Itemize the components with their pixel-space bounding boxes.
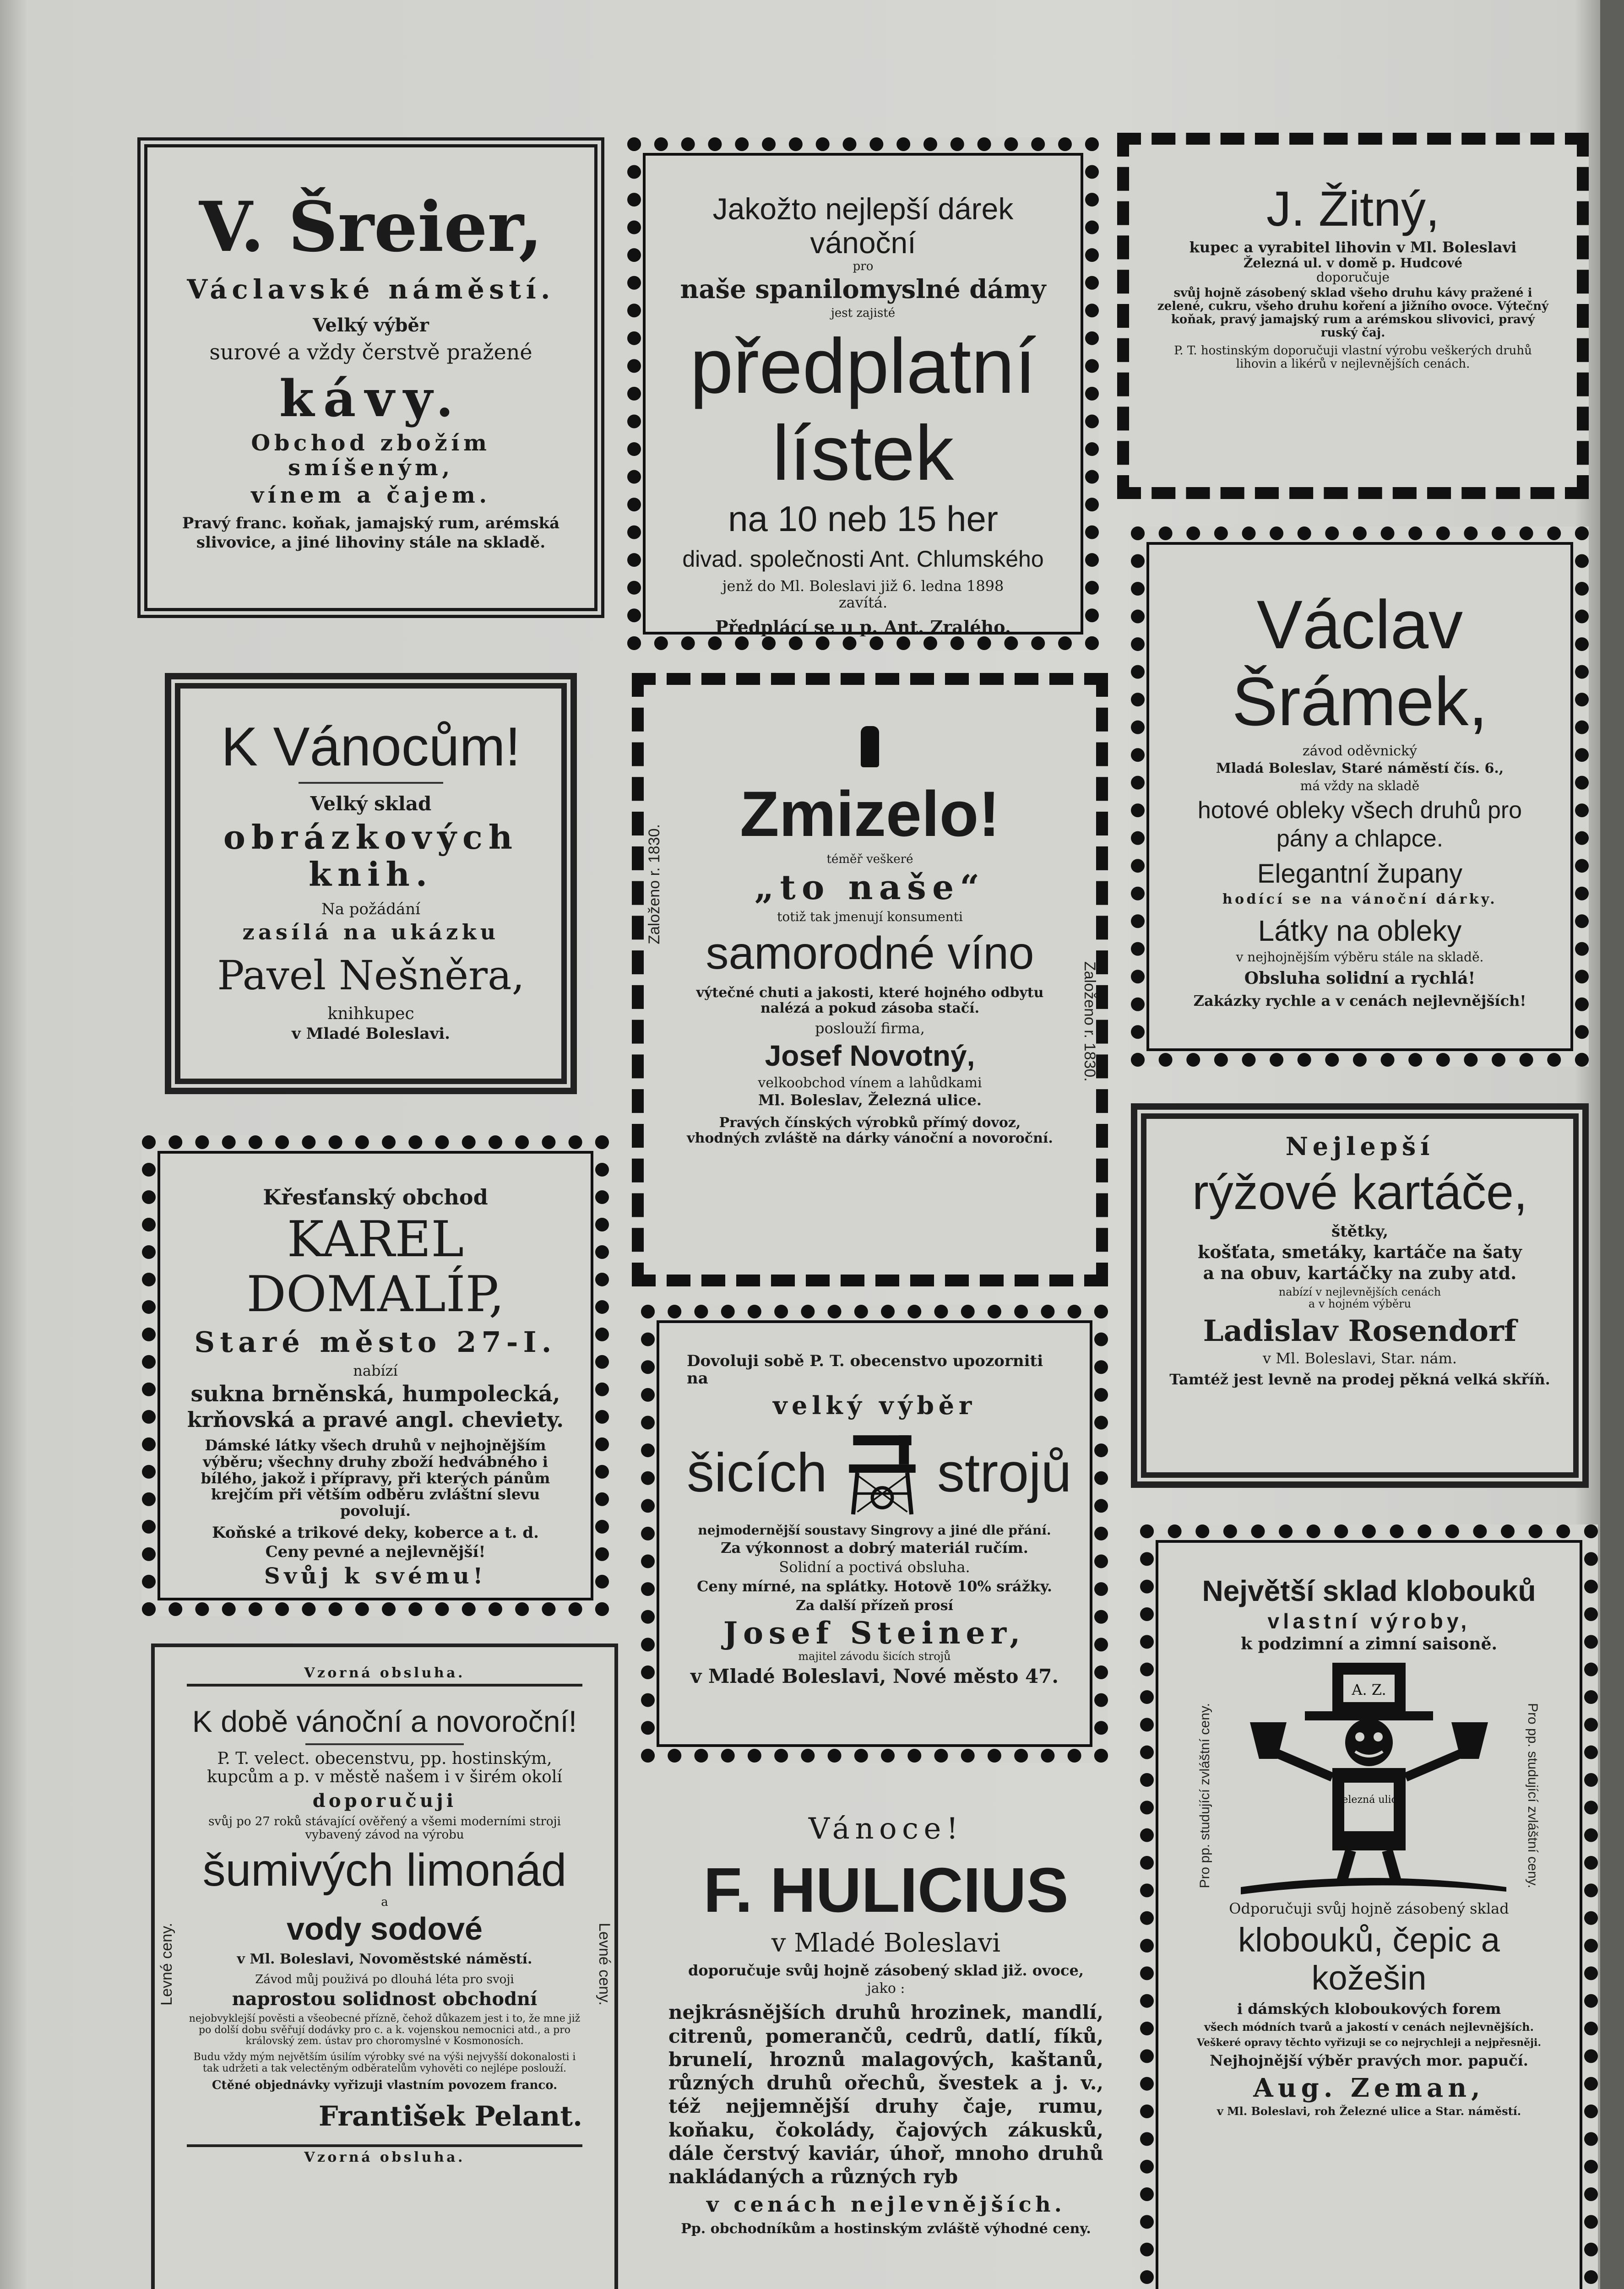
ad-nesnera-l3: obrázkových knih.	[223, 818, 519, 894]
ad-domalip-l2: KAREL DOMALÍP,	[246, 1210, 505, 1323]
ad-novotny-l6: výtečné chuti a jakosti, které hojného odbytu nalézá a pokud zásoba stačí.	[696, 985, 1044, 1016]
ad-pelant-l6: a	[381, 1895, 388, 1909]
ad-sreier-l1: Velký výběr	[313, 314, 429, 336]
ad-nesnera-l1: K Vánocům!	[221, 716, 521, 777]
sewing-machine-icon	[839, 1427, 926, 1519]
ad-chlumsky-l5: předplatní lístek	[690, 322, 1037, 497]
ad-steiner-headline	[687, 1427, 1072, 1519]
ad-pelant-l9: Závod můj použivá po dlouhá léta pro svoji	[255, 1973, 514, 1987]
ad-novotny-l5: samorodné víno	[706, 928, 1034, 979]
ad-zeman-l6: i dámských kloboukových forem	[1237, 2000, 1501, 2018]
ad-zeman-l2: vlastní výroby,	[1267, 1609, 1471, 1633]
ad-pelant-l8: v Ml. Boleslavi, Novoměstské náměstí.	[237, 1951, 532, 1967]
ad-chlumsky-l2: pro	[853, 259, 874, 273]
ad-zitny-l2: kupec a vyrabitel lihovin v Ml. Boleslavi	[1189, 238, 1517, 256]
ad-novotny-l10: Ml. Boleslav, Železná ulice.	[758, 1091, 982, 1109]
right-margin-strip	[1600, 0, 1624, 2289]
ad-zitny-l5: svůj hojně zásobený sklad všeho druhu kávy pražené i zelené, cukru, všeho druhu koření a jižního ovoce. Výtečný koňak, pravý jamajský rum a arémskou slivovici, pravý ruský čaj.	[1157, 286, 1549, 340]
ad-pelant-l13: Ctěné objednávky vyřizuji vlastním povozem franco.	[212, 2078, 558, 2093]
ad-zitny-l6: P. T. hostinským doporučuji vlastní výrobu veškerých druhů lihovin a likérů v nejlevnějších cenách.	[1174, 343, 1532, 371]
ad-hulicius-l7: v cenách nejlevnějších.	[706, 2192, 1066, 2217]
ad-domalip	[142, 1135, 609, 1616]
ad-novotny-l1: Zmizelo!	[740, 778, 1000, 850]
ad-chlumsky-l8: jenž do Ml. Boleslavi již 6. ledna 1898	[722, 577, 1004, 595]
ad-rosendorf-l1: Nejlepší	[1285, 1132, 1434, 1161]
hat-mascot-illustration	[1204, 1658, 1534, 1896]
ad-chlumsky-l3: naše spanilomyslné dámy	[680, 274, 1046, 304]
ad-hulicius-l3: v Mladé Boleslavi	[771, 1928, 1001, 1958]
ad-rosendorf-l2: rýžové kartáče,	[1192, 1164, 1528, 1220]
ad-rosendorf-l4: košťata, smetáky, kartáče na šaty	[1198, 1241, 1522, 1262]
ad-novotny-l9: velkoobchod vínem a lahůdkami	[758, 1074, 982, 1091]
ad-novotny-l2: téměř veškeré	[826, 852, 913, 866]
ad-sreier-l7: slivovice, a jiné lihoviny stále na skladě.	[196, 533, 546, 552]
ad-hulicius-l8: Pp. obchodníkům a hostinským zvláště výhodné ceny.	[681, 2220, 1091, 2237]
ad-pelant-l2: P. T. velect. obecenstvu, pp. hostinským, kupcům a p. v městě našem i v širém okolí	[207, 1749, 562, 1786]
ad-sreier-l4: Obchod zbožím smíšeným,	[251, 430, 491, 481]
ad-pelant-l5: šumivých limonád	[202, 1844, 567, 1896]
ad-pelant	[151, 1644, 618, 2289]
ad-chlumsky-l11: Ceny vždy na nárožních návěštích.	[757, 640, 969, 650]
ad-sreier-l6: Pravý franc. koňak, jamajský rum, arémská	[182, 514, 560, 532]
ad-pelant-l11: nejobvyklejší pověsti a všeobecné přízně, čehož důkazem jest i to, že mne již po dolší dobu svěřují dodávky pro c. a k. vojenskou nemocnici atd., a pro královský zem. ústav pro choromyslné v Kosmonosích.	[189, 2013, 581, 2047]
ad-nesnera-l6: Pavel Nešněra,	[217, 952, 525, 999]
ad-sramek	[1131, 526, 1589, 1067]
ad-sramek-l4: má vždy na skladě	[1300, 778, 1420, 794]
ad-steiner-l10: majitel závodu šicích strojů	[798, 1649, 951, 1663]
ad-nesnera-l8: v Mladé Boleslavi.	[292, 1025, 450, 1043]
ad-rosendorf-l10: Tamtéž jest levně na prodej pěkná velká skříň.	[1169, 1370, 1550, 1388]
ad-domalip-l9: Ceny pevné a nejlevnější!	[265, 1543, 486, 1562]
ad-steiner-l6: Solidní a poctivá obsluha.	[779, 1558, 970, 1576]
ad-sramek-l10: v nejhojnějším výběru stále na skladě.	[1236, 949, 1484, 965]
ad-zeman-l8: Veškeré opravy těchto vyřizuji se co nejrychleji a nejpřesněji.	[1196, 2036, 1542, 2049]
ad-novotny-l7: poslouží firma,	[815, 1020, 925, 1037]
ad-zitny-l4: doporučuje	[1316, 270, 1390, 285]
pointing-hand-icon	[861, 726, 879, 767]
ad-hulicius-l1: Vánoce!	[808, 1812, 964, 1846]
ad-steiner-l5: Za výkonnost a dobrý materiál ručím.	[721, 1539, 1028, 1557]
ad-pelant-l14: František Pelant.	[318, 2100, 582, 2133]
ad-rosendorf-l9: v Ml. Boleslavi, Star. nám.	[1262, 1350, 1457, 1367]
ad-nesnera-l4: Na požádání	[321, 900, 421, 918]
ad-steiner-l1: Dovoluji sobě P. T. obecenstvo upozorniti na	[687, 1352, 1043, 1388]
ad-sreier-l5: vínem a čajem.	[251, 482, 491, 508]
ad-zitny-l1: J. Žitný,	[1266, 181, 1440, 236]
ad-novotny-l8: Josef Novotný,	[765, 1039, 975, 1073]
ad-novotny-side-left: Založeno r. 1830.	[646, 824, 663, 944]
ad-novotny	[632, 673, 1108, 1286]
ad-domalip-l10: Svůj k svému!	[264, 1563, 487, 1589]
ad-sramek-l9: Látky na obleky	[1258, 914, 1462, 947]
ad-hulicius-l2: F. HULICIUS	[703, 1855, 1069, 1926]
ad-pelant-l4: svůj po 27 roků stávající ověřený a všemi moderními stroji vybavený závod na výrobu	[208, 1814, 561, 1842]
ad-zeman-l3: k podzimní a zimní saisoně.	[1240, 1634, 1498, 1654]
ad-sreier	[137, 137, 604, 618]
hat-badge-text: A. Z.	[1352, 1681, 1386, 1698]
ad-zitny	[1117, 133, 1589, 499]
ad-zeman	[1140, 1524, 1598, 2289]
ad-hulicius-l4: doporučuje svůj hojně zásobený sklad již. ovoce,	[688, 1961, 1084, 1979]
ad-sramek-l3: Mladá Boleslav, Staré náměstí čís. 6.,	[1216, 760, 1504, 776]
ad-rosendorf-l3: štětky,	[1331, 1222, 1389, 1241]
ad-pelant-top: Vzorná obsluha.	[187, 1665, 582, 1687]
ad-sramek-l6: pány a chlapce.	[1276, 825, 1444, 852]
sign-text: Železná ulice	[1335, 1794, 1403, 1806]
ad-nesnera-l7: knihkupec	[327, 1004, 414, 1023]
ad-pelant-l12: Budu vždy mým největším úsilím výrobky své na výši nejvyšší dokonalosti i tak udržeti a tak velectěným odběratelům vyhověti co nejlépe poslouží.	[193, 2051, 576, 2074]
ad-sramek-l12: Zakázky rychle a v cenách nejlevnějších!	[1193, 992, 1526, 1009]
ad-pelant-l3: doporučuji	[312, 1790, 457, 1812]
ad-steiner-l4: nejmodernější soustavy Singrovy a jiné dle přání.	[698, 1522, 1051, 1538]
ad-novotny-l4: totiž tak jmenují konsumenti	[777, 909, 963, 924]
ad-steiner-l8: Za další přízeň prosí	[796, 1598, 953, 1614]
ad-hulicius-l6: nejkrásnějších druhů hrozinek, mandlí, citrenů, pomerančů, cedrů, datlí, fíků, brunelí, hroznů malagových, kaštanů, různých druhů ořechů, švestek a j. v., též nejjemnější druhy čaje, rumu, koňaku, čokolády, čajových zákusků, dále čerstvý kaviár, úhoř, mnoho druhů nakládaných a různých ryb	[668, 2001, 1103, 2188]
ad-zeman-l1: Největší sklad klobouků	[1202, 1574, 1536, 1607]
ad-steiner-l9: Josef Steiner,	[723, 1615, 1026, 1651]
ad-sreier-l2: surové a vždy čerstvě pražené	[209, 339, 532, 364]
ad-steiner-l3a: šicích	[687, 1442, 827, 1503]
ad-rosendorf-l5: a na obuv, kartáčky na zuby atd.	[1203, 1263, 1517, 1284]
divider	[305, 1743, 464, 1745]
ad-sreier-l3: kávy.	[279, 369, 462, 429]
ad-pelant-bottom: Vzorná obsluha.	[187, 2144, 582, 2165]
ad-steiner-l7: Ceny mírné, na splátky. Hotově 10% srážky.	[696, 1577, 1053, 1595]
ad-nesnera	[165, 673, 577, 1094]
ad-steiner	[641, 1305, 1108, 1763]
ad-zeman-l10: Aug. Zeman,	[1253, 2073, 1485, 2104]
ad-domalip-l4: nabízí	[353, 1361, 398, 1379]
ad-rosendorf-l7: a v hojném výběru	[1308, 1297, 1412, 1311]
ad-chlumsky-l1: Jakožto nejlepší dárek vánoční	[712, 192, 1014, 260]
ad-steiner-l2: velký výběr	[772, 1391, 977, 1421]
ad-chlumsky-l6: na 10 neb 15 her	[728, 498, 998, 539]
ad-sreier-name: V. Šreier,	[199, 187, 543, 267]
ad-pelant-side-right: Levné ceny.	[596, 1923, 613, 2006]
ad-pelant-l10: naprostou solidnost obchodní	[232, 1988, 538, 2010]
ad-zeman-l11: v Ml. Boleslavi, roh Železné ulice a Star. náměstí.	[1217, 2104, 1521, 2118]
ad-pelant-side-left: Levné ceny.	[158, 1923, 175, 2006]
ad-zeman-l7: všech módních tvarů a jakostí v cenách nejlevnějších.	[1204, 2020, 1534, 2034]
ad-zeman-l5: klobouků, čepic a kožešin	[1238, 1921, 1500, 1997]
ad-zeman-side-right: Pro pp. studující zvláštní ceny.	[1525, 1703, 1540, 1888]
ad-chlumsky-l4: jest zajisté	[831, 306, 896, 320]
ad-nesnera-l5: zasílá na ukázku	[242, 919, 500, 944]
ad-zitny-l3: Železná ul. v domě p. Hudcové	[1243, 255, 1463, 271]
ad-hulicius-l5: jako :	[867, 1980, 905, 1996]
ad-chlumsky-l7: divad. společnosti Ant. Chlumského	[682, 546, 1044, 572]
ad-zeman-side-left: Pro pp. studující zvláštní ceny.	[1197, 1703, 1212, 1888]
ad-chlumsky	[627, 137, 1099, 650]
ad-sramek-l7: Elegantní župany	[1257, 859, 1463, 889]
ad-sramek-l1: Václav Šrámek,	[1232, 586, 1488, 740]
ad-pelant-l1: K době vánoční a novoroční!	[192, 1704, 577, 1738]
ad-sramek-l8: hodící se na vánoční dárky.	[1222, 891, 1498, 907]
ad-steiner-l3b: strojů	[937, 1442, 1072, 1503]
ad-chlumsky-l9: zavítá.	[838, 593, 888, 611]
ad-sramek-l11: Obsluha solidní a rychlá!	[1244, 968, 1476, 988]
divider	[299, 782, 444, 784]
ad-domalip-l5: sukna brněnská, humpolecká,	[190, 1381, 560, 1407]
ad-domalip-l8: Koňské a trikové deky, koberce a t. d.	[212, 1524, 539, 1542]
ad-novotny-l11: Pravých čínských výrobků přímý dovoz, vhodných zvláště na dárky vánoční a novoroční.	[687, 1115, 1053, 1146]
ad-zeman-l9: Nejhojnější výběr pravých mor. papučí.	[1210, 2052, 1528, 2070]
ad-pelant-l7: vody sodové	[287, 1911, 483, 1947]
ad-sreier-address: Václavské náměstí.	[187, 274, 555, 305]
ad-novotny-side-right: Založeno r. 1830.	[1081, 961, 1098, 1082]
ad-nesnera-l2: Velký sklad	[310, 792, 432, 815]
ad-domalip-l1: Křesťanský obchod	[263, 1185, 488, 1210]
ad-chlumsky-l10: Předplácí se u p. Ant. Zralého.	[715, 616, 1011, 637]
ad-sramek-l2: závod oděvnický	[1302, 743, 1418, 759]
ad-rosendorf-l6: nabízí v nejlevnějších cenách	[1278, 1285, 1441, 1298]
ad-steiner-l11: v Mladé Boleslavi, Nové město 47.	[690, 1665, 1059, 1687]
ad-domalip-l6: krňovská a pravé angl. cheviety.	[187, 1407, 564, 1432]
ad-zeman-l4: Odporučuji svůj hojně zásobený sklad	[1229, 1899, 1509, 1917]
ad-domalip-l7: Dámské látky všech druhů v nejhojnějším výběru; všechny druhy zboží hedvábného i bílého, jakož i přípravy, při kterých pánům krejčím při větším odběru zvláštní slevu povolují.	[201, 1436, 550, 1520]
ad-domalip-l3: Staré město 27-I.	[194, 1325, 557, 1359]
ad-sramek-l5: hotové obleky všech druhů pro	[1197, 797, 1522, 824]
ad-rosendorf-l8: Ladislav Rosendorf	[1203, 1314, 1517, 1349]
ad-novotny-l3: „to naše“	[754, 868, 986, 907]
ad-hulicius	[650, 1799, 1122, 2289]
ad-rosendorf	[1131, 1103, 1589, 1488]
